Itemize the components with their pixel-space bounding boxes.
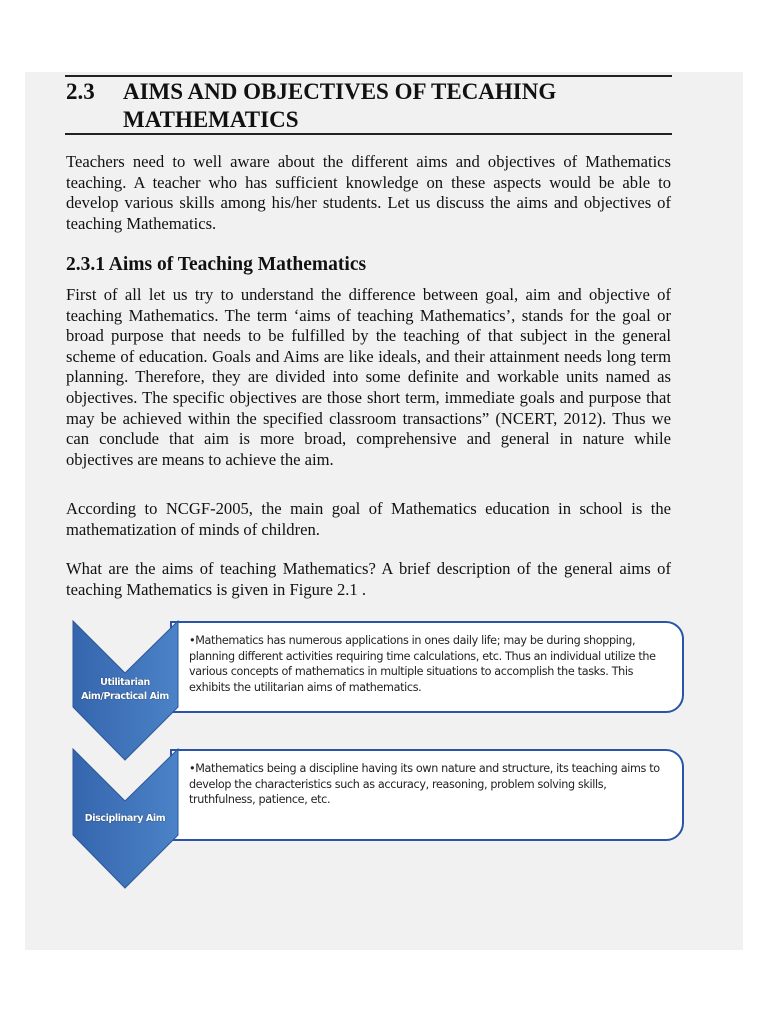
aim-description-box: •Mathematics has numerous applications in ones daily life; may be during shopping, planning different activities requiring time calculations, etc. Thus an individual utilize the various concepts of mathematics in multiple situations to accomplish the tasks. This exhibits the utilitarian aims of mathematics. bbox=[170, 621, 684, 713]
bottom-rule bbox=[65, 133, 672, 135]
section-number: 2.3 bbox=[66, 79, 95, 104]
subsection-heading: 2.3.1 Aims of Teaching Mathematics bbox=[66, 254, 367, 275]
paragraph-figure-ref: What are the aims of teaching Mathematics? A brief description of the general aims of teaching Mathematics is given in Figure 2.1 . bbox=[66, 559, 671, 599]
aim-description-box: •Mathematics being a discipline having its own nature and structure, its teaching aims to develop the characteristics such as accuracy, reasoning, problem solving skills, truthfulness, patience, etc. bbox=[170, 749, 684, 841]
aim-label: Utilitarian Aim/Practical Aim bbox=[81, 677, 169, 702]
top-rule bbox=[65, 75, 672, 77]
aim-label: Disciplinary Aim bbox=[84, 813, 166, 824]
paragraph-goals: First of all let us try to understand the difference between goal, aim and objective of teaching Mathematics. The term ‘aims of teaching Mathematics’, stands for the goal or broad purpose that needs to be fulfilled by the teaching of that subject in the general scheme of education. Goals and Aims are like ideals, and their attainment needs long term planning. Therefore, they are divided into some definite and workable units named as objectives. The specific objectives are those short term, immediate goals and purpose that may be achieved within the specified classroom transactions” (NCERT, 2012). Thus we can conclude that aim is more broad, comprehensive and general in nature while objectives are means to achieve the aim. bbox=[66, 285, 671, 469]
paragraph-ncf: According to NCGF-2005, the main goal of Mathematics education in school is the mathematization of minds of children. bbox=[66, 499, 671, 539]
intro-paragraph: Teachers need to well aware about the different aims and objectives of Mathematics teaching. A teacher who has sufficient knowledge on these aspects would be able to develop various skills among his/her students. Let us discuss the aims and objectives of teaching Mathematics. bbox=[66, 152, 671, 233]
section-title: AIMS AND OBJECTIVES OF TECAHING MATHEMATICS bbox=[123, 79, 557, 132]
